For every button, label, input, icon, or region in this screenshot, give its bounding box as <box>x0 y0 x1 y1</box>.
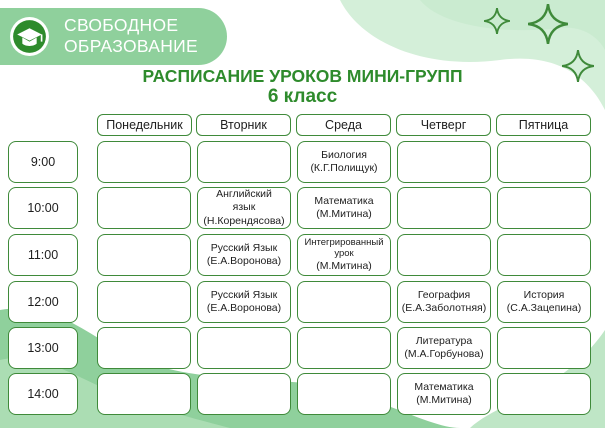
lesson-cell <box>297 281 391 323</box>
lesson-cell <box>197 141 291 183</box>
lesson-cell <box>397 281 491 323</box>
lesson-subject: История <box>523 288 565 301</box>
lesson-teacher: (Е.А.Воронова) <box>206 302 282 314</box>
time-slot: 12:00 <box>8 281 78 323</box>
graduation-cap-icon <box>9 16 50 57</box>
lesson-subject: Биология <box>321 148 367 161</box>
lesson-teacher: (Н.Корендясова) <box>203 214 285 227</box>
lesson-cell <box>97 373 191 415</box>
lesson-teacher: (М.Митина) <box>316 259 372 272</box>
lesson-subject: Математика <box>314 194 374 207</box>
lesson-cell <box>497 187 591 229</box>
lesson-cell <box>197 187 291 229</box>
lesson-teacher: (Е.А.Воронова) <box>206 255 282 267</box>
lesson-cell <box>297 327 391 369</box>
lesson-cell <box>397 141 491 183</box>
lesson-subject: География <box>417 288 471 301</box>
time-slot: 14:00 <box>8 373 78 415</box>
lesson-cell <box>497 327 591 369</box>
lesson-teacher: (М.А.Горбунова) <box>404 348 484 360</box>
lesson-cell <box>97 281 191 323</box>
sparkle-icon <box>484 8 510 34</box>
lesson-cell <box>297 234 391 276</box>
lesson-cell <box>97 141 191 183</box>
lesson-subject: Английский язык <box>216 188 272 214</box>
day-header-wednesday: Среда <box>296 114 391 136</box>
lesson-teacher: (М.Митина) <box>316 208 372 220</box>
lesson-cell <box>197 327 291 369</box>
lesson-cell <box>397 187 491 229</box>
day-header-tuesday: Вторник <box>196 114 291 136</box>
brand-name-line1: СВОБОДНОЕ <box>64 15 179 35</box>
day-header-monday: Понедельник <box>97 114 192 136</box>
lesson-cell <box>97 234 191 276</box>
lesson-teacher: (Е.А.Заболотняя) <box>401 302 487 314</box>
sparkle-icon <box>528 4 568 44</box>
lesson-cell <box>97 187 191 229</box>
lesson-teacher: (М.Митина) <box>416 394 472 406</box>
lesson-cell <box>197 234 291 276</box>
page-title: РАСПИСАНИЕ УРОКОВ МИНИ-ГРУПП <box>142 66 463 86</box>
brand-name-line2: ОБРАЗОВАНИЕ <box>64 36 199 56</box>
lesson-cell <box>497 234 591 276</box>
lesson-cell <box>97 327 191 369</box>
time-slot: 9:00 <box>8 141 78 183</box>
lesson-subject: Русский Язык <box>210 288 278 301</box>
brand-badge <box>0 8 227 65</box>
lesson-cell <box>397 327 491 369</box>
lesson-cell <box>497 281 591 323</box>
lesson-cell <box>497 373 591 415</box>
class-subtitle: 6 класс <box>267 86 338 107</box>
lesson-cell <box>197 373 291 415</box>
lesson-subject: Литература <box>415 334 473 347</box>
lesson-subject: Математика <box>414 380 474 393</box>
lesson-teacher: (К.Г.Полищук) <box>310 162 378 174</box>
lesson-cell <box>297 373 391 415</box>
lesson-cell <box>197 281 291 323</box>
lesson-cell <box>297 141 391 183</box>
time-slot: 11:00 <box>8 234 78 276</box>
day-header-thursday: Четверг <box>396 114 491 136</box>
lesson-cell <box>497 141 591 183</box>
lesson-cell <box>397 373 491 415</box>
lesson-teacher: (С.А.Зацепина) <box>506 302 582 314</box>
lesson-cell <box>297 187 391 229</box>
lesson-subject: Интегрированный урок <box>304 237 384 259</box>
day-header-friday: Пятница <box>496 114 591 136</box>
lesson-cell <box>397 234 491 276</box>
lesson-subject: Русский Язык <box>210 241 278 254</box>
time-slot: 13:00 <box>8 327 78 369</box>
time-slot: 10:00 <box>8 187 78 229</box>
